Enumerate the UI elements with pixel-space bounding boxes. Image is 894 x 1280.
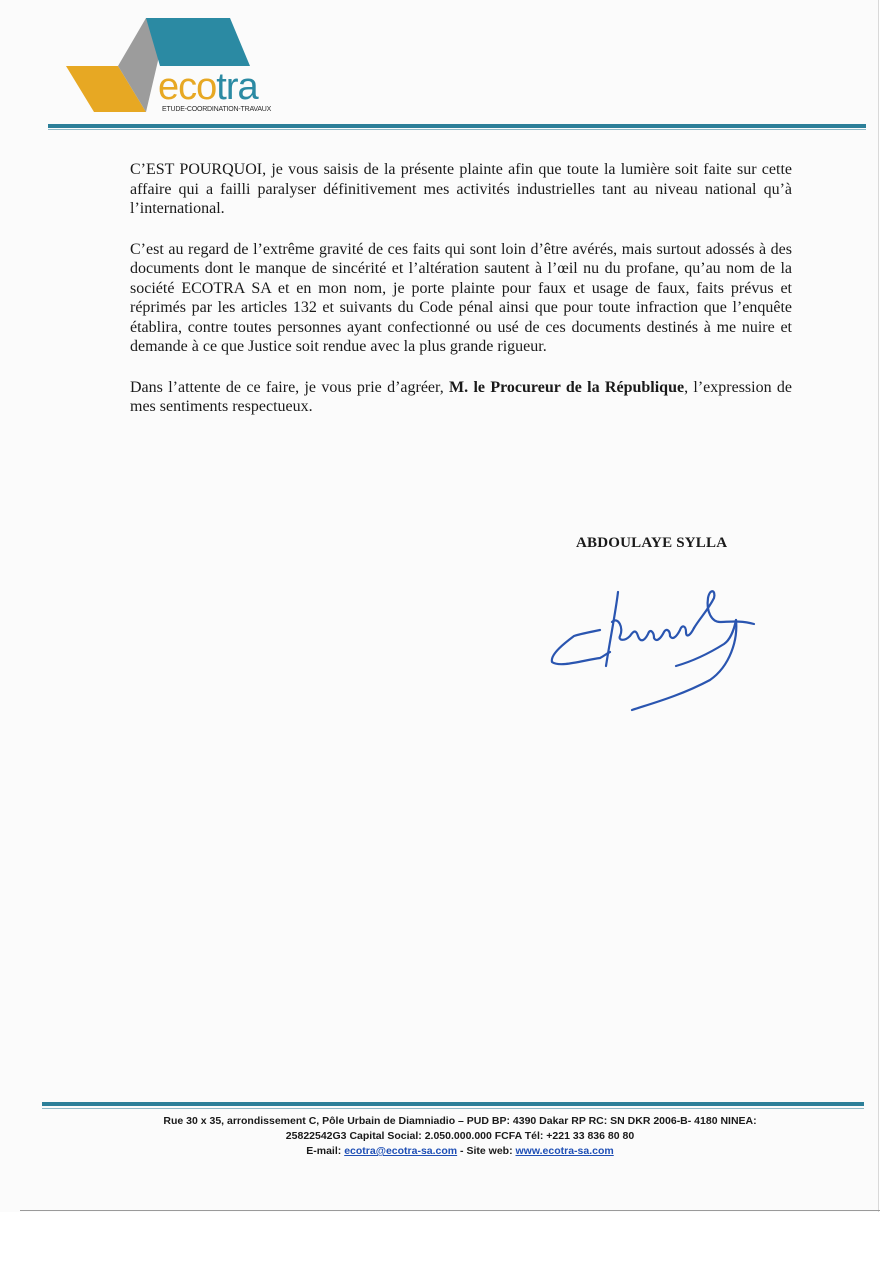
website-link[interactable]: www.ecotra-sa.com — [515, 1145, 614, 1157]
logo-teal-shape — [146, 18, 250, 66]
footer-separator: - — [457, 1145, 467, 1157]
paragraph-2: C’est au regard de l’extrême gravité de ces faits qui sont loin d’être avérés, mais surtout adossés à des documents dont le manque de sincérité et l’altération sautent à l’œil nu du profane, qu’au nom de la société ECOTRA SA et en mon nom, je porte plainte pour faux et usage de faux, faits prévus et réprimés par les articles 132 et suivants du Code pénal ainsi que pour toute infraction que l’enquête établira, contre toutes personnes ayant confectionné ou usé de ces documents destinés à me nuire et demande à ce que Justice soit rendue avec la plus grande rigueur. — [130, 240, 792, 355]
footer-line-3 — [120, 1144, 800, 1159]
footer-line-1: Rue 30 x 35, arrondissement C, Pôle Urbain de Diamniadio – PUD BP: 4390 Dakar RP RC: SN DKR 2006-B- 4180 NINEA: — [163, 1115, 757, 1127]
logo-wordmark-eco: eco — [158, 66, 217, 108]
footer-line-2: 25822542G3 Capital Social: 2.050.000.000 FCFA Tél: +221 33 836 80 80 — [285, 1130, 635, 1142]
footer-contact — [120, 1114, 800, 1159]
logo-tagline: ETUDE-COORDINATION-TRAVAUX — [162, 106, 272, 113]
addressee: M. le Procureur de la République — [449, 378, 685, 396]
page-margin-bottom — [0, 1212, 894, 1280]
website-label: Site web: — [466, 1145, 516, 1157]
paragraph-3-start: Dans l’attente de ce faire, je vous prie d’agréer, — [130, 378, 450, 396]
paragraph-3-end: , l’expression de mes sentiments respectueux. — [130, 378, 793, 415]
logo-wordmark — [158, 68, 258, 106]
letter-body — [130, 160, 792, 438]
handwritten-signature — [540, 570, 770, 720]
page-margin-right — [879, 0, 894, 1212]
paragraph-1: C’EST POURQUOI, je vous saisis de la présente plainte afin que toute la lumière soit faite sur cette affaire qui a failli paralyser définitivement mes activités industrielles tant au niveau national qu’à l’international. — [130, 161, 792, 217]
email-link[interactable]: ecotra@ecotra-sa.com — [344, 1145, 458, 1157]
page-bottom-edge — [20, 1210, 880, 1211]
header-divider — [48, 124, 866, 128]
signer-name: ABDOULAYE SYLLA — [576, 535, 728, 551]
paragraph-3 — [130, 378, 792, 417]
footer-divider — [42, 1102, 864, 1106]
logo-wordmark-tra: tra — [216, 66, 258, 108]
email-label: E-mail: — [306, 1145, 345, 1157]
header-divider-thin — [48, 129, 866, 130]
footer-divider-thin — [42, 1108, 864, 1109]
